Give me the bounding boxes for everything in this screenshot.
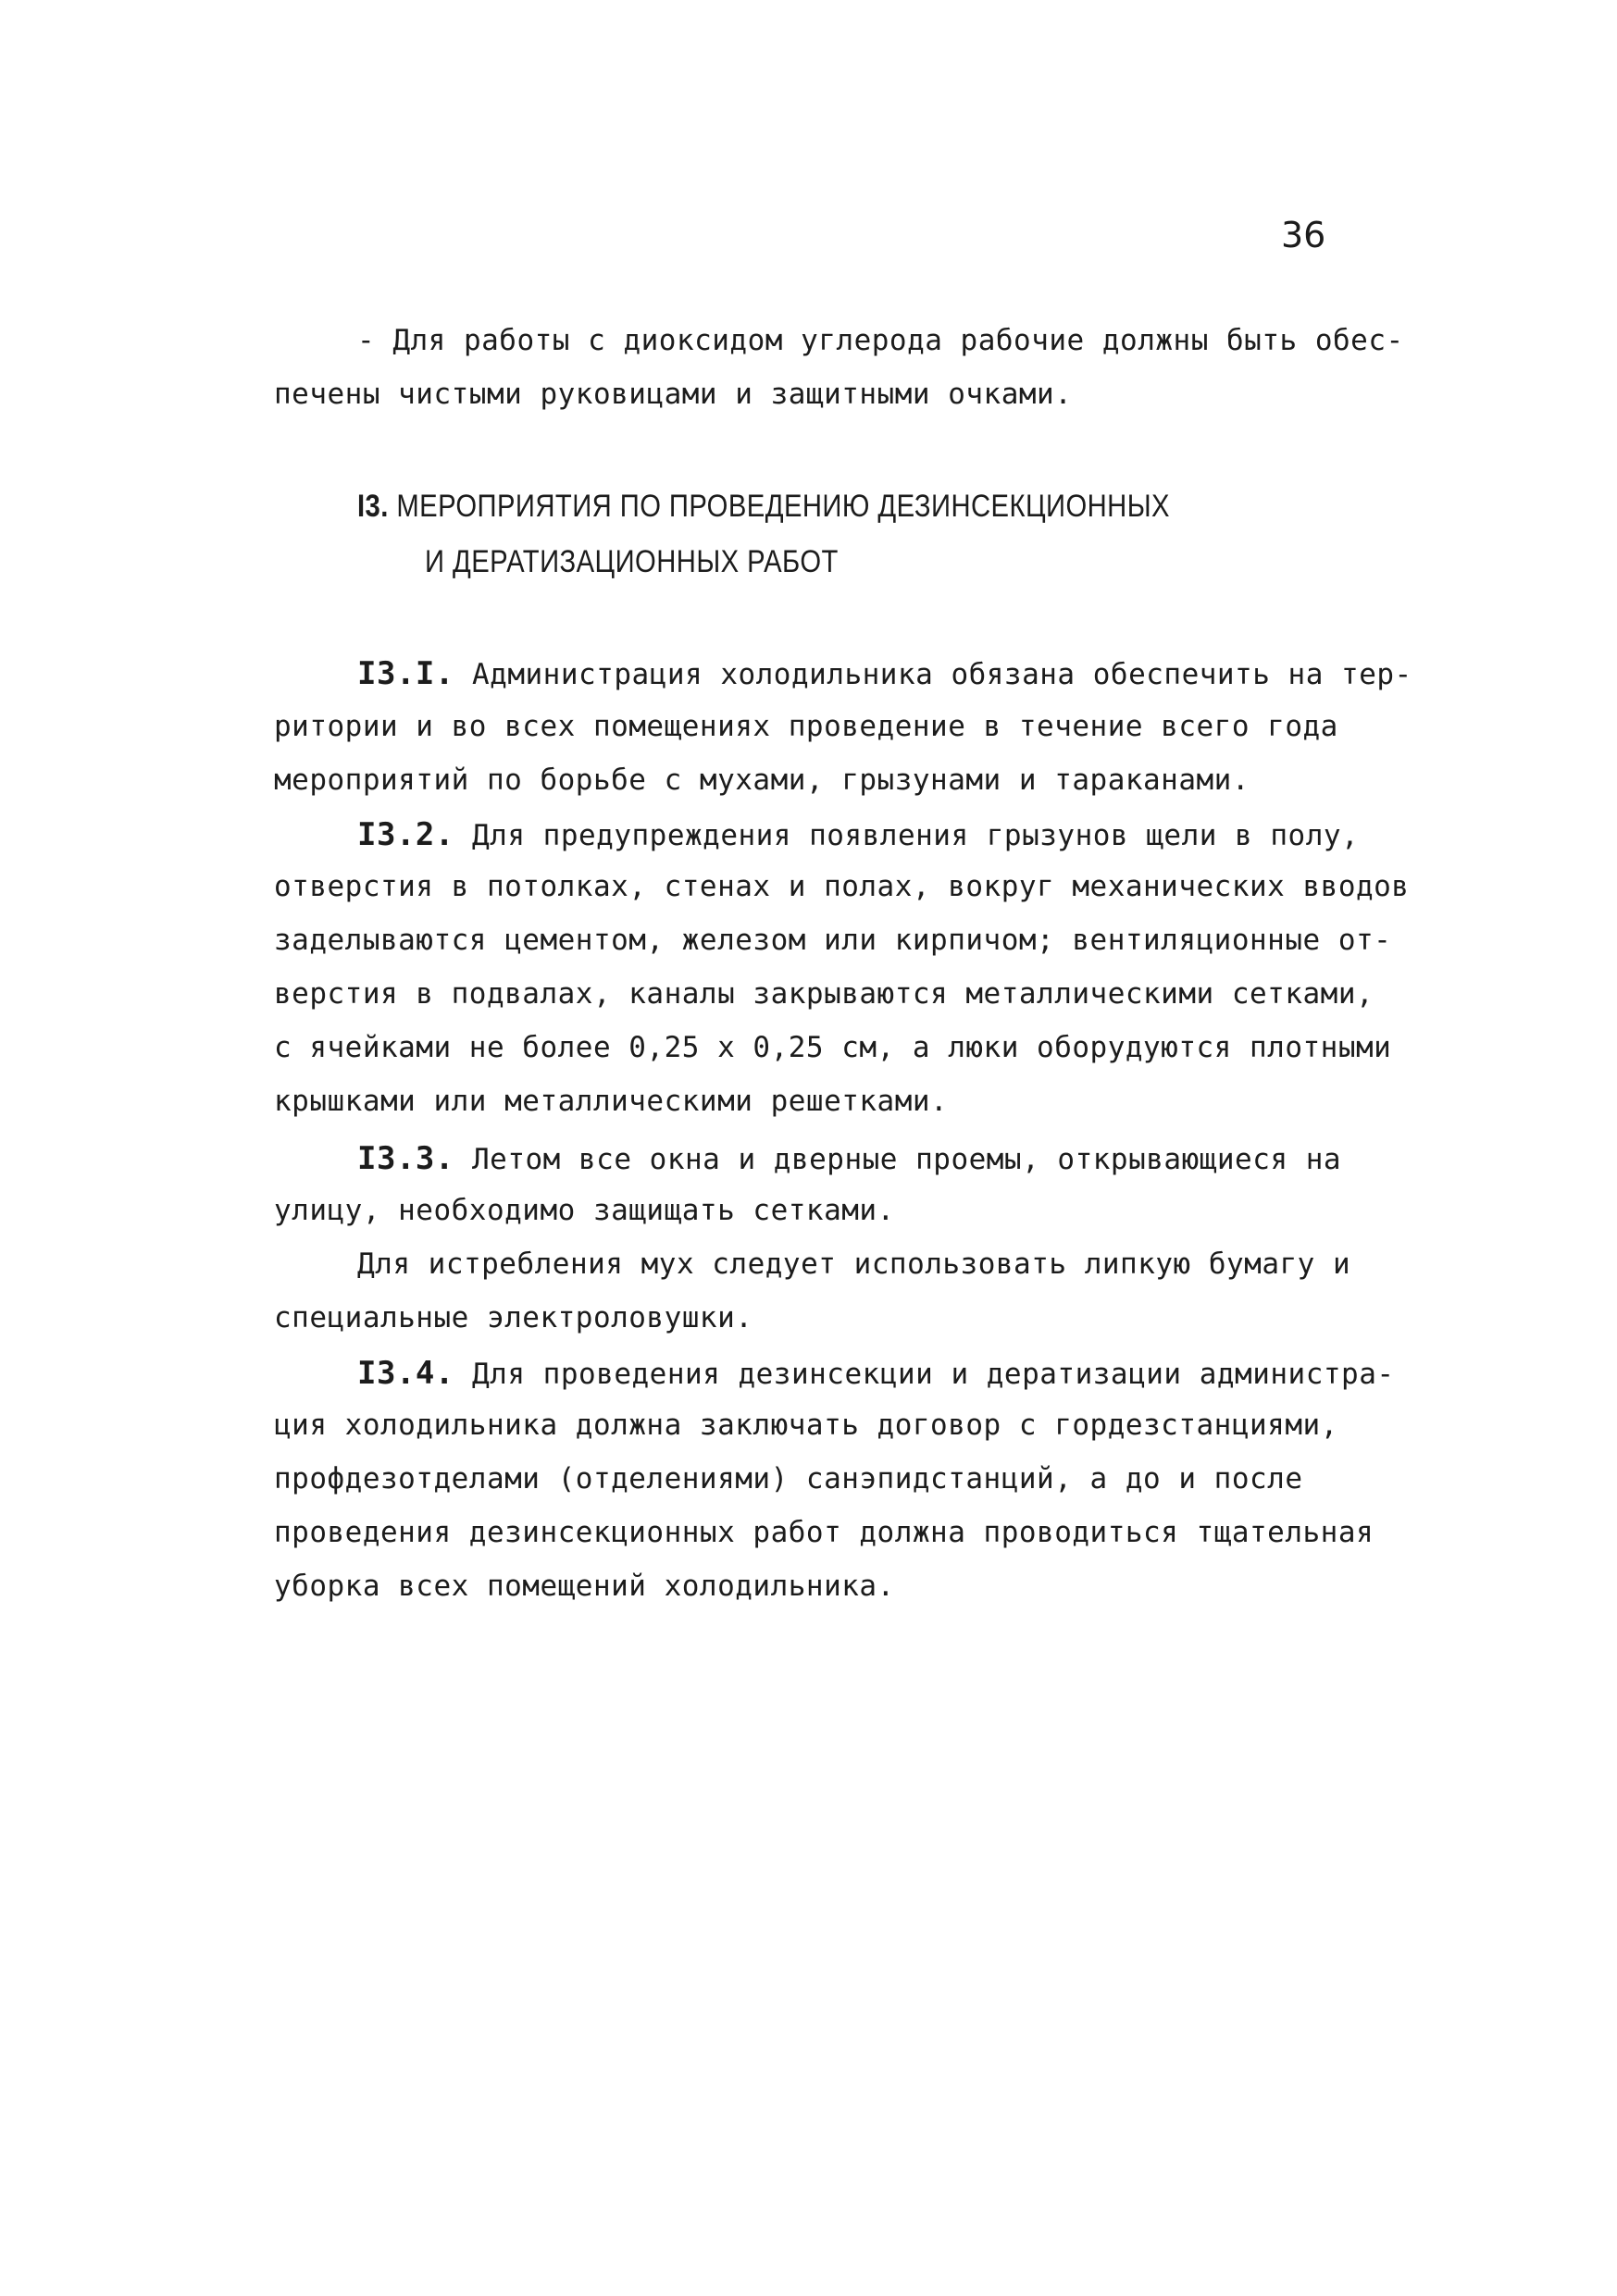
text-line: [357, 1140, 1341, 1177]
text-line: специальные электроловушки.: [274, 1301, 753, 1334]
text-line: профдезотделами (отделениями) санэпидстанций, а до и после: [274, 1462, 1303, 1496]
paragraph-number: I3.3.: [357, 1140, 454, 1177]
text-line: мероприятий по борьбе с мухами, грызунами и тараканами.: [274, 763, 1250, 797]
text-span: Для проведения дезинсекции и дератизации администра-: [454, 1358, 1395, 1391]
text-line: уборка всех помещений холодильника.: [274, 1570, 895, 1603]
text-line: [357, 655, 1412, 692]
text-line: отверстия в потолках, стенах и полах, вокруг механических вводов: [274, 870, 1410, 903]
section-title-line-1: МЕРОПРИЯТИЯ ПО ПРОВЕДЕНИЮ ДЕЗИНСЕКЦИОННЫХ: [396, 489, 1170, 524]
text-line: с ячейками не более 0,25 х 0,25 см, а люки оборудуются плотными: [274, 1031, 1392, 1064]
text-line: ция холодильника должна заключать договор с гордезстанциями,: [274, 1409, 1338, 1442]
paragraph-number: I3.4.: [357, 1355, 454, 1392]
text-line: заделываются цементом, железом или кирпичом; вентиляционные от-: [274, 924, 1392, 957]
paragraph-number: I3.2.: [357, 816, 454, 853]
text-line: [357, 1355, 1395, 1392]
text-line: печены чистыми руковицами и защитными очками.: [274, 378, 1073, 411]
text-line: [357, 816, 1359, 853]
text-span: Администрация холодильника обязана обеспечить на тер-: [454, 658, 1412, 691]
text-span: Летом все окна и дверные проемы, открывающиеся на: [454, 1143, 1342, 1176]
text-line: крышками или металлическими решетками.: [274, 1085, 949, 1118]
text-line: ритории и во всех помещениях проведение в течение всего года: [274, 710, 1338, 743]
section-number: I3.: [357, 489, 389, 524]
page-number: 36: [1281, 215, 1326, 255]
text-line: - Для работы с диоксидом углерода рабочие должны быть обес-: [357, 324, 1404, 357]
text-line: проведения дезинсекционных работ должна проводиться тщательная: [274, 1516, 1374, 1549]
text-line: верстия в подвалах, каналы закрываются металлическими сетками,: [274, 977, 1374, 1011]
section-heading-line: [357, 489, 1170, 525]
text-line: Для истребления мух следует использовать липкую бумагу и: [357, 1247, 1351, 1281]
section-title-line-2: И ДЕРАТИЗАЦИОННЫХ РАБОТ: [425, 544, 839, 579]
text-line: улицу, необходимо защищать сетками.: [274, 1194, 895, 1227]
paragraph-number: I3.I.: [357, 655, 454, 692]
text-span: Для предупреждения появления грызунов щели в полу,: [454, 819, 1360, 852]
